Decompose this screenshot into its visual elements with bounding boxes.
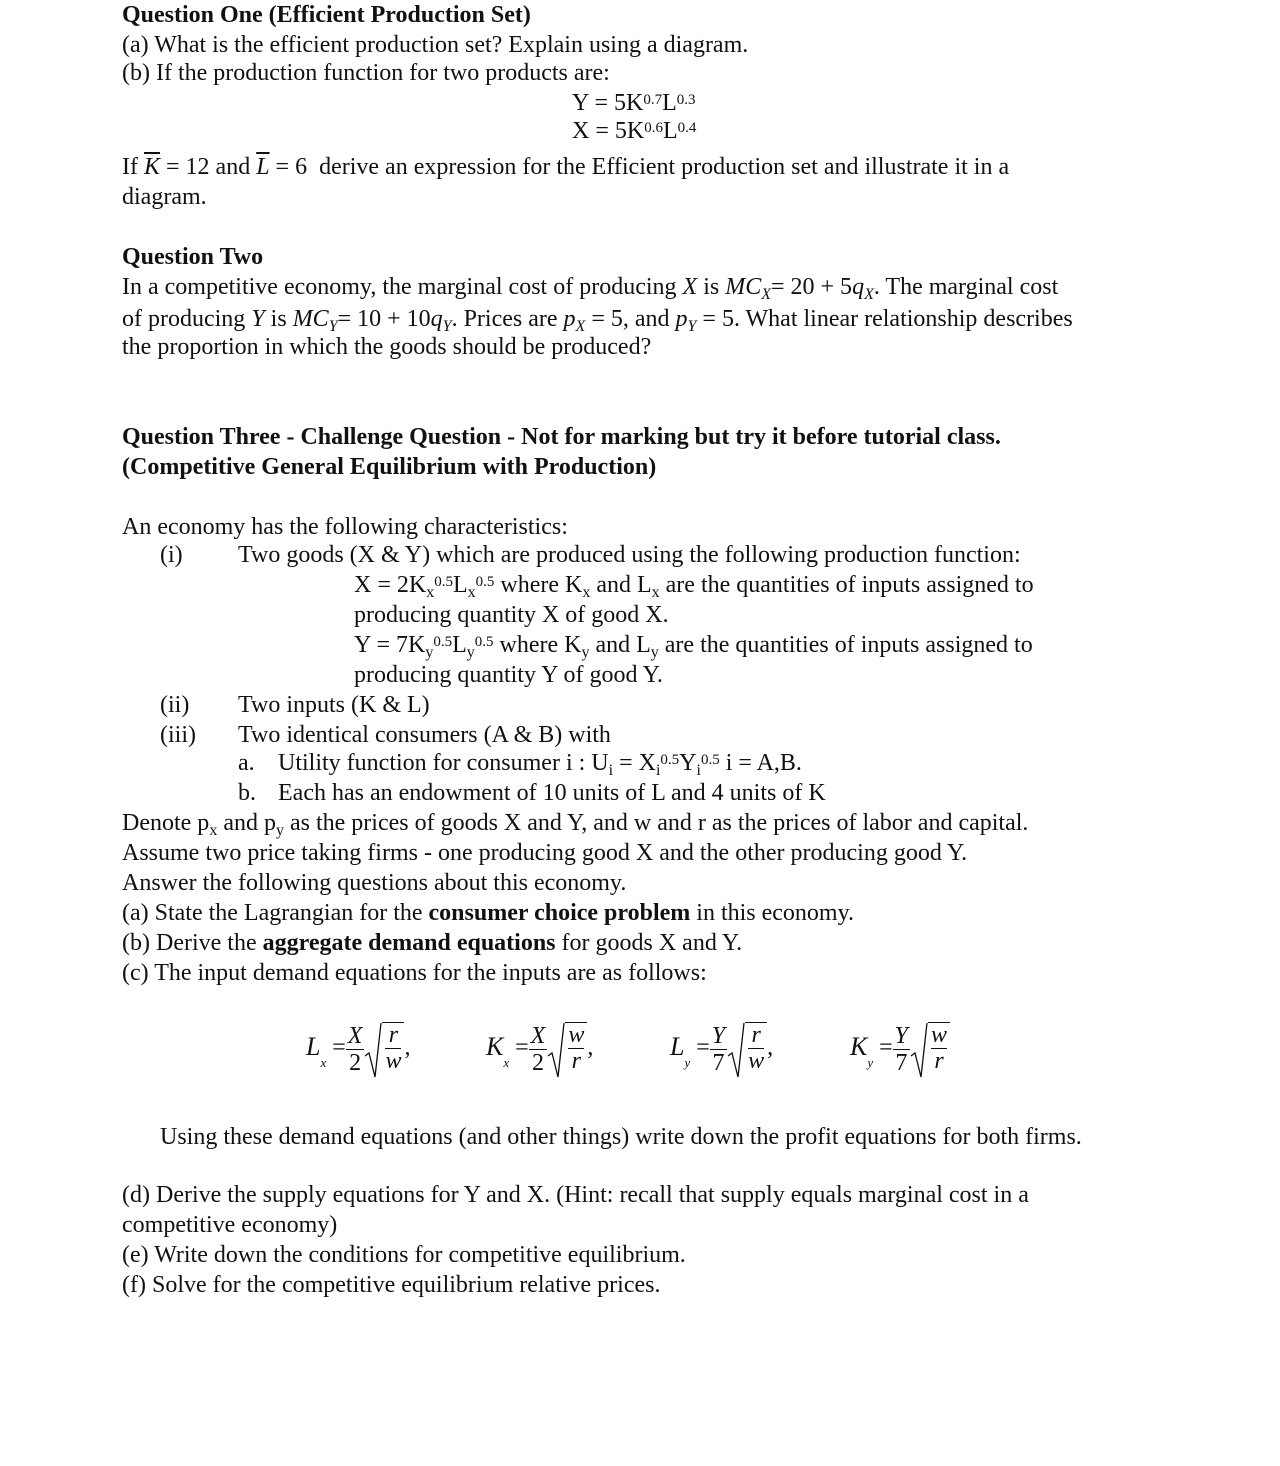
- q2-title: Question Two: [122, 244, 264, 270]
- equation-sqrt: $\frac{w}{r}$: [547, 1022, 587, 1076]
- equation-separator: ,: [404, 1034, 411, 1061]
- equation-sqrt: $\frac{w}{r}$: [910, 1022, 950, 1076]
- equation-separator: ,: [587, 1034, 594, 1061]
- q3-item-i-label: (i): [160, 542, 183, 568]
- q3-subtitle: (Competitive General Equilibrium with Production): [122, 454, 657, 480]
- radical-sign: [364, 1022, 382, 1078]
- equation-separator: ,: [767, 1034, 774, 1061]
- q3-item-i-text: Two goods (X & Y) which are produced using the following production function:: [238, 542, 1021, 568]
- q3-production-y-cont: producing quantity Y of good Y.: [354, 662, 663, 688]
- q3-part-c: (c) The input demand equations for the inputs are as follows:: [122, 960, 707, 986]
- q1-equation-x: $X = 5K^{0.6}L^{0.4}$: [572, 118, 697, 144]
- q3-production-y: $Y = 7K_y^{0.5}L_y^{0.5}$ where $K_y$ and $L_y$ are the quantities of inputs assigned to: [354, 632, 1033, 661]
- q1-part-a: (a) What is the efficient production set? Explain using a diagram.: [122, 32, 749, 58]
- equation-fraction: $\frac{X}{2}$: [347, 1022, 363, 1076]
- q3-utility-function: Utility function for consumer i : $U_i = X_i^{0.5}Y_i^{0.5}$ i = A,B.: [278, 750, 802, 779]
- equation-lhs: $K_x$: [486, 1031, 510, 1070]
- equation-sqrt: $\frac{r}{w}$: [727, 1022, 767, 1076]
- radical-sign: [910, 1022, 928, 1078]
- q3-endowment: Each has an endowment of 10 units of L and 4 units of K: [278, 780, 826, 806]
- q1-title: Question One (Efficient Production Set): [122, 2, 531, 28]
- q1-condition-cont: diagram.: [122, 184, 207, 210]
- q3-intro: An economy has the following characteristics:: [122, 514, 568, 540]
- equation-fraction: $\frac{Y}{7}$: [894, 1022, 909, 1076]
- equation-fraction: $\frac{Y}{7}$: [711, 1022, 726, 1076]
- equals-sign: =: [879, 1034, 893, 1061]
- q3-item-ii-text: Two inputs (K & L): [238, 692, 430, 718]
- equation-lhs: $K_y$: [850, 1031, 874, 1070]
- q3-item-iii-text: Two identical consumers (A & B) with: [238, 722, 611, 748]
- q1-condition: If $\overline{K} = 12$ and $\overline{L} = 6$ derive an expression for the Efficient production set and illustrate it in a: [122, 154, 1010, 180]
- q3-part-d-cont: competitive economy): [122, 1212, 338, 1238]
- q3-part-b: (b) Derive the aggregate demand equations for goods X and Y.: [122, 930, 743, 956]
- q2-line-2: of producing Y is $MC_Y= 10 + 10q_Y$. Prices are $p_X = 5$, and $p_Y = 5$. What linear relationship describes: [122, 306, 1073, 335]
- equation-fraction: $\frac{X}{2}$: [530, 1022, 546, 1076]
- equation-lhs: $L_y$: [670, 1031, 691, 1070]
- equals-sign: =: [515, 1034, 529, 1061]
- radical-sign: [547, 1022, 565, 1078]
- equation-ly: [670, 1022, 773, 1078]
- equation-ky: [850, 1022, 950, 1078]
- q3-using-text: Using these demand equations (and other things) write down the profit equations for both firms.: [160, 1124, 1082, 1150]
- q3-part-f: (f) Solve for the competitive equilibrium relative prices.: [122, 1272, 661, 1298]
- q3-subitem-b-label: b.: [238, 780, 256, 806]
- q3-production-x-cont: producing quantity X of good X.: [354, 602, 669, 628]
- equation-kx: [486, 1022, 593, 1078]
- q3-part-a: (a) State the Lagrangian for the consumer choice problem in this economy.: [122, 900, 855, 926]
- q3-production-x: $X = 2K_x^{0.5}L_x^{0.5}$ where $K_x$ and $L_x$ are the quantities of inputs assigned to: [354, 572, 1034, 601]
- q1-equation-y: $Y = 5K^{0.7}L^{0.3}$: [572, 90, 696, 116]
- equation-lhs: $L_x$: [306, 1031, 327, 1070]
- q3-denote: Denote $p_x$ and $p_y$ as the prices of goods X and Y, and w and r as the prices of labor and capital.: [122, 810, 1029, 839]
- q3-title: Question Three - Challenge Question - Not for marking but try it before tutorial class.: [122, 424, 1001, 450]
- equals-sign: =: [332, 1034, 346, 1061]
- equation-sqrt: $\frac{r}{w}$: [364, 1022, 404, 1076]
- q1-part-b: (b) If the production function for two products are:: [122, 60, 610, 86]
- q3-item-ii-label: (ii): [160, 692, 190, 718]
- radical-sign: [727, 1022, 745, 1078]
- equation-lx: [306, 1022, 410, 1078]
- q3-assume: Assume two price taking firms - one producing good X and the other producing good Y.: [122, 840, 968, 866]
- equals-sign: =: [696, 1034, 710, 1061]
- q3-part-e: (e) Write down the conditions for competitive equilibrium.: [122, 1242, 686, 1268]
- q3-part-d: (d) Derive the supply equations for Y and X. (Hint: recall that supply equals marginal cost in a: [122, 1182, 1029, 1208]
- q3-subitem-a-label: a.: [238, 750, 255, 776]
- q2-line-1: In a competitive economy, the marginal cost of producing X is $MC_X= 20 + 5q_X$. The marginal cost: [122, 274, 1059, 303]
- q3-item-iii-label: (iii): [160, 722, 196, 748]
- q3-answer: Answer the following questions about this economy.: [122, 870, 627, 896]
- q2-line-3: the proportion in which the goods should be produced?: [122, 334, 652, 360]
